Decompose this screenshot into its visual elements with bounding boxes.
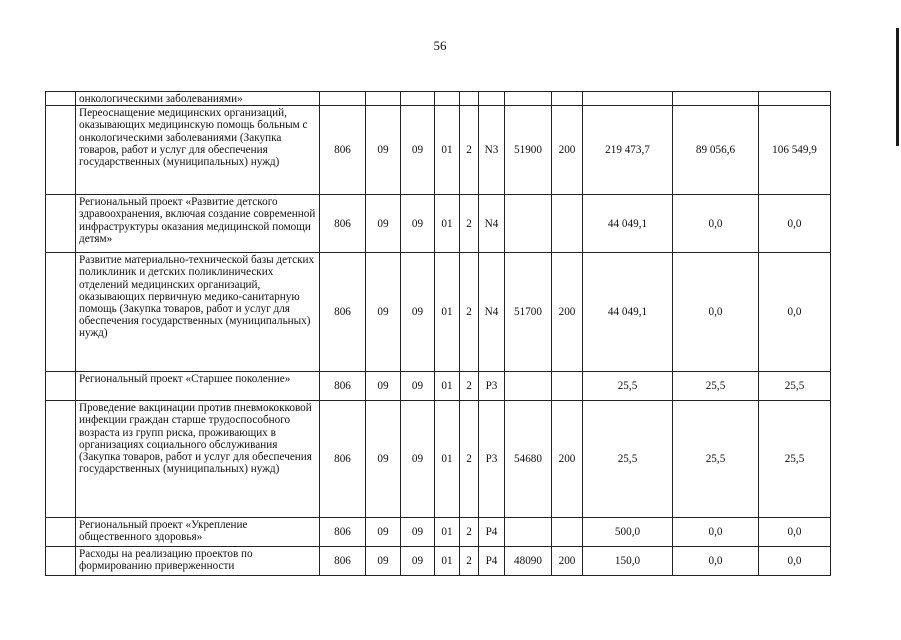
subprogram-code-cell: 2 <box>460 401 479 518</box>
table-row <box>46 106 831 195</box>
row-index-cell <box>46 106 76 195</box>
subsection-code-cell: 09 <box>401 253 435 372</box>
expense-type-code-cell: 200 <box>552 106 583 195</box>
row-name-cell: Региональный проект «Укрепление общественного здоровья» <box>76 518 320 547</box>
row-name-cell: Расходы на реализацию проектов по формированию приверженности <box>76 547 320 576</box>
expense-type-code-cell: 200 <box>552 253 583 372</box>
row-name-cell: Переоснащение медицинских организаций, оказывающих медицинскую помощь больным с онкологическими заболеваниями (Закупка товаров, работ и услуг для обеспечения государственных (муниципальных) нужд) <box>76 106 320 195</box>
amount-year1-cell: 500,0 <box>583 518 673 547</box>
direction-code-cell <box>505 372 552 401</box>
expense-type-code-cell <box>552 92 583 106</box>
table-row <box>46 372 831 401</box>
expense-type-code-cell <box>552 195 583 253</box>
program-code-cell: 01 <box>435 518 460 547</box>
section-code-cell: 09 <box>366 253 401 372</box>
subprogram-code-cell: 2 <box>460 547 479 576</box>
project-code-cell <box>479 92 505 106</box>
direction-code-cell <box>505 518 552 547</box>
direction-code-cell: 51900 <box>505 106 552 195</box>
project-code-cell: N4 <box>479 195 505 253</box>
grbs-code-cell <box>320 92 366 106</box>
table-row <box>46 92 831 106</box>
row-name-cell: онкологическими заболеваниями» <box>76 92 320 106</box>
amount-year3-cell: 25,5 <box>759 401 831 518</box>
table-row <box>46 547 831 576</box>
amount-year1-cell: 25,5 <box>583 372 673 401</box>
amount-year2-cell: 0,0 <box>673 253 759 372</box>
budget-table <box>45 91 831 576</box>
page-number: 56 <box>433 38 447 53</box>
grbs-code-cell: 806 <box>320 547 366 576</box>
row-index-cell <box>46 195 76 253</box>
subprogram-code-cell: 2 <box>460 253 479 372</box>
direction-code-cell: 48090 <box>505 547 552 576</box>
program-code-cell: 01 <box>435 106 460 195</box>
project-code-cell: N3 <box>479 106 505 195</box>
page-edge-mark <box>896 28 899 146</box>
amount-year2-cell: 0,0 <box>673 547 759 576</box>
amount-year1-cell: 150,0 <box>583 547 673 576</box>
section-code-cell: 09 <box>366 195 401 253</box>
subsection-code-cell: 09 <box>401 372 435 401</box>
row-name-cell: Региональный проект «Старшее поколение» <box>76 372 320 401</box>
program-code-cell: 01 <box>435 401 460 518</box>
amount-year3-cell: 0,0 <box>759 195 831 253</box>
section-code-cell: 09 <box>366 518 401 547</box>
project-code-cell: N4 <box>479 253 505 372</box>
section-code-cell: 09 <box>366 372 401 401</box>
amount-year3-cell <box>759 92 831 106</box>
expense-type-code-cell <box>552 518 583 547</box>
section-code-cell: 09 <box>366 401 401 518</box>
table-row <box>46 518 831 547</box>
amount-year2-cell: 25,5 <box>673 401 759 518</box>
subprogram-code-cell: 2 <box>460 106 479 195</box>
amount-year1-cell: 25,5 <box>583 401 673 518</box>
program-code-cell: 01 <box>435 547 460 576</box>
row-index-cell <box>46 92 76 106</box>
program-code-cell: 01 <box>435 372 460 401</box>
row-name-cell: Региональный проект «Развитие детского здравоохранения, включая создание современной инфраструктуры оказания медицинской помощи детям» <box>76 195 320 253</box>
amount-year2-cell: 25,5 <box>673 372 759 401</box>
direction-code-cell: 54680 <box>505 401 552 518</box>
program-code-cell: 01 <box>435 253 460 372</box>
expense-type-code-cell: 200 <box>552 547 583 576</box>
amount-year2-cell: 0,0 <box>673 518 759 547</box>
amount-year3-cell: 106 549,9 <box>759 106 831 195</box>
amount-year3-cell: 0,0 <box>759 518 831 547</box>
subprogram-code-cell <box>460 92 479 106</box>
section-code-cell: 09 <box>366 547 401 576</box>
grbs-code-cell: 806 <box>320 106 366 195</box>
amount-year3-cell: 25,5 <box>759 372 831 401</box>
grbs-code-cell: 806 <box>320 518 366 547</box>
subsection-code-cell: 09 <box>401 518 435 547</box>
amount-year1-cell: 44 049,1 <box>583 195 673 253</box>
amount-year1-cell: 219 473,7 <box>583 106 673 195</box>
subprogram-code-cell: 2 <box>460 195 479 253</box>
subsection-code-cell: 09 <box>401 401 435 518</box>
amount-year3-cell: 0,0 <box>759 547 831 576</box>
row-index-cell <box>46 253 76 372</box>
row-index-cell <box>46 401 76 518</box>
direction-code-cell <box>505 195 552 253</box>
table-row <box>46 253 831 372</box>
row-name-cell: Развитие материально-технической базы детских поликлиник и детских поликлинических отделений медицинских организаций, оказывающих первичную медико-санитарную помощь (Закупка товаров, работ и услуг для обеспечения государственных (муниципальных) нужд) <box>76 253 320 372</box>
row-name-cell: Проведение вакцинации против пневмококковой инфекции граждан старше трудоспособного возраста из групп риска, проживающих в организациях социального обслуживания (Закупка товаров, работ и услуг для обеспечения государственных (муниципальных) нужд) <box>76 401 320 518</box>
subprogram-code-cell: 2 <box>460 518 479 547</box>
project-code-cell: P4 <box>479 518 505 547</box>
subsection-code-cell <box>401 92 435 106</box>
direction-code-cell: 51700 <box>505 253 552 372</box>
row-index-cell <box>46 518 76 547</box>
grbs-code-cell: 806 <box>320 253 366 372</box>
direction-code-cell <box>505 92 552 106</box>
table-row <box>46 195 831 253</box>
table-row <box>46 401 831 518</box>
amount-year2-cell: 0,0 <box>673 195 759 253</box>
program-code-cell <box>435 92 460 106</box>
amount-year2-cell <box>673 92 759 106</box>
amount-year2-cell: 89 056,6 <box>673 106 759 195</box>
section-code-cell: 09 <box>366 106 401 195</box>
subsection-code-cell: 09 <box>401 547 435 576</box>
program-code-cell: 01 <box>435 195 460 253</box>
amount-year3-cell: 0,0 <box>759 253 831 372</box>
row-index-cell <box>46 547 76 576</box>
grbs-code-cell: 806 <box>320 401 366 518</box>
grbs-code-cell: 806 <box>320 372 366 401</box>
project-code-cell: P4 <box>479 547 505 576</box>
section-code-cell <box>366 92 401 106</box>
amount-year1-cell <box>583 92 673 106</box>
row-index-cell <box>46 372 76 401</box>
subsection-code-cell: 09 <box>401 195 435 253</box>
subsection-code-cell: 09 <box>401 106 435 195</box>
project-code-cell: P3 <box>479 372 505 401</box>
subprogram-code-cell: 2 <box>460 372 479 401</box>
project-code-cell: P3 <box>479 401 505 518</box>
expense-type-code-cell: 200 <box>552 401 583 518</box>
amount-year1-cell: 44 049,1 <box>583 253 673 372</box>
grbs-code-cell: 806 <box>320 195 366 253</box>
expense-type-code-cell <box>552 372 583 401</box>
